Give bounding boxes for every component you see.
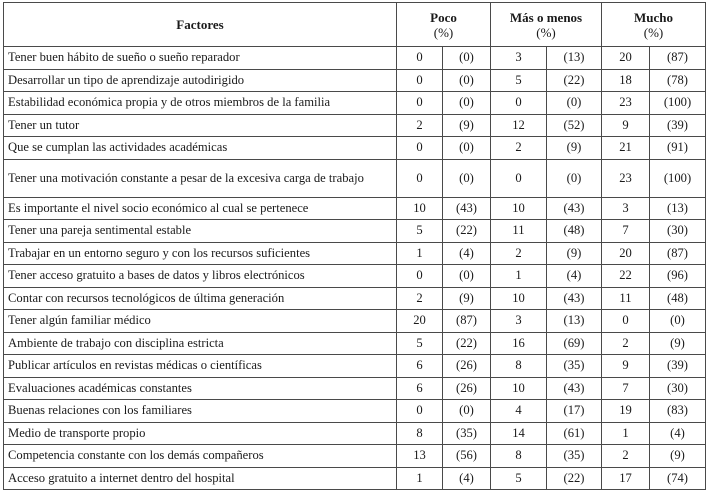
mucho-count-cell: 17 bbox=[602, 467, 650, 490]
mas-o-menos-percent-cell: (52) bbox=[547, 114, 602, 137]
mucho-count-cell: 20 bbox=[602, 242, 650, 265]
factor-cell: Competencia constante con los demás compañeros bbox=[4, 445, 397, 468]
poco-percent-cell: (87) bbox=[443, 310, 491, 333]
mucho-count-cell: 11 bbox=[602, 287, 650, 310]
table-row bbox=[4, 422, 706, 445]
poco-count-cell: 0 bbox=[397, 47, 443, 70]
poco-count-cell: 2 bbox=[397, 287, 443, 310]
header-mas-o-menos bbox=[491, 3, 602, 47]
poco-percent-cell: (0) bbox=[443, 400, 491, 423]
poco-percent-cell: (4) bbox=[443, 467, 491, 490]
poco-percent-cell: (26) bbox=[443, 377, 491, 400]
mas-o-menos-percent-cell: (69) bbox=[547, 332, 602, 355]
mas-o-menos-percent-cell: (48) bbox=[547, 220, 602, 243]
header-poco-pct: (%) bbox=[433, 24, 454, 40]
mas-o-menos-percent-cell: (43) bbox=[547, 287, 602, 310]
mas-o-menos-percent-cell: (61) bbox=[547, 422, 602, 445]
poco-percent-cell: (0) bbox=[443, 69, 491, 92]
mucho-count-cell: 0 bbox=[602, 310, 650, 333]
poco-count-cell: 20 bbox=[397, 310, 443, 333]
factor-cell: Tener un tutor bbox=[4, 114, 397, 137]
mucho-count-cell: 23 bbox=[602, 159, 650, 197]
table-row bbox=[4, 400, 706, 423]
header-poco-label: Poco bbox=[430, 9, 457, 25]
mas-o-menos-count-cell: 10 bbox=[491, 377, 547, 400]
mas-o-menos-count-cell: 8 bbox=[491, 445, 547, 468]
mas-o-menos-percent-cell: (9) bbox=[547, 137, 602, 160]
factor-cell: Acceso gratuito a internet dentro del hospital bbox=[4, 467, 397, 490]
mucho-count-cell: 19 bbox=[602, 400, 650, 423]
table-row bbox=[4, 445, 706, 468]
header-mucho-pct: (%) bbox=[643, 24, 664, 40]
mas-o-menos-percent-cell: (43) bbox=[547, 197, 602, 220]
mucho-count-cell: 2 bbox=[602, 445, 650, 468]
mucho-percent-cell: (48) bbox=[650, 287, 706, 310]
factor-cell: Buenas relaciones con los familiares bbox=[4, 400, 397, 423]
poco-count-cell: 0 bbox=[397, 137, 443, 160]
poco-count-cell: 0 bbox=[397, 69, 443, 92]
poco-count-cell: 0 bbox=[397, 159, 443, 197]
poco-count-cell: 0 bbox=[397, 92, 443, 115]
mas-o-menos-count-cell: 1 bbox=[491, 265, 547, 288]
mucho-percent-cell: (39) bbox=[650, 114, 706, 137]
poco-percent-cell: (0) bbox=[443, 47, 491, 70]
table-row bbox=[4, 355, 706, 378]
header-mucho-label: Mucho bbox=[634, 9, 673, 25]
mucho-count-cell: 2 bbox=[602, 332, 650, 355]
poco-percent-cell: (56) bbox=[443, 445, 491, 468]
factor-cell: Tener algún familiar médico bbox=[4, 310, 397, 333]
mas-o-menos-percent-cell: (17) bbox=[547, 400, 602, 423]
poco-count-cell: 1 bbox=[397, 467, 443, 490]
mucho-percent-cell: (4) bbox=[650, 422, 706, 445]
mas-o-menos-count-cell: 5 bbox=[491, 467, 547, 490]
poco-count-cell: 10 bbox=[397, 197, 443, 220]
poco-count-cell: 1 bbox=[397, 242, 443, 265]
factor-cell: Trabajar en un entorno seguro y con los recursos suficientes bbox=[4, 242, 397, 265]
mucho-percent-cell: (0) bbox=[650, 310, 706, 333]
mas-o-menos-count-cell: 0 bbox=[491, 159, 547, 197]
poco-percent-cell: (9) bbox=[443, 114, 491, 137]
mucho-count-cell: 21 bbox=[602, 137, 650, 160]
mucho-percent-cell: (9) bbox=[650, 332, 706, 355]
table-row bbox=[4, 159, 706, 197]
table-row bbox=[4, 310, 706, 333]
mas-o-menos-percent-cell: (35) bbox=[547, 445, 602, 468]
header-factores: Factores bbox=[4, 3, 397, 47]
mucho-percent-cell: (100) bbox=[650, 159, 706, 197]
mas-o-menos-count-cell: 10 bbox=[491, 287, 547, 310]
header-mucho bbox=[602, 3, 706, 47]
mas-o-menos-count-cell: 2 bbox=[491, 242, 547, 265]
poco-percent-cell: (0) bbox=[443, 92, 491, 115]
mas-o-menos-percent-cell: (0) bbox=[547, 92, 602, 115]
table-body bbox=[4, 47, 706, 490]
mas-o-menos-count-cell: 10 bbox=[491, 197, 547, 220]
mas-o-menos-percent-cell: (43) bbox=[547, 377, 602, 400]
poco-percent-cell: (4) bbox=[443, 242, 491, 265]
mas-o-menos-count-cell: 4 bbox=[491, 400, 547, 423]
mas-o-menos-count-cell: 14 bbox=[491, 422, 547, 445]
mucho-count-cell: 18 bbox=[602, 69, 650, 92]
factors-table bbox=[3, 2, 706, 490]
mucho-count-cell: 3 bbox=[602, 197, 650, 220]
table-row bbox=[4, 137, 706, 160]
header-mas-o-menos-pct: (%) bbox=[536, 24, 556, 40]
poco-percent-cell: (0) bbox=[443, 159, 491, 197]
mucho-count-cell: 1 bbox=[602, 422, 650, 445]
mucho-percent-cell: (91) bbox=[650, 137, 706, 160]
mucho-percent-cell: (87) bbox=[650, 242, 706, 265]
mas-o-menos-count-cell: 0 bbox=[491, 92, 547, 115]
poco-percent-cell: (43) bbox=[443, 197, 491, 220]
poco-percent-cell: (26) bbox=[443, 355, 491, 378]
mas-o-menos-count-cell: 8 bbox=[491, 355, 547, 378]
table-row bbox=[4, 332, 706, 355]
mucho-count-cell: 9 bbox=[602, 355, 650, 378]
table-row bbox=[4, 265, 706, 288]
factor-cell: Tener acceso gratuito a bases de datos y libros electrónicos bbox=[4, 265, 397, 288]
poco-percent-cell: (22) bbox=[443, 332, 491, 355]
mas-o-menos-count-cell: 5 bbox=[491, 69, 547, 92]
table-row bbox=[4, 377, 706, 400]
table-row bbox=[4, 197, 706, 220]
mucho-percent-cell: (87) bbox=[650, 47, 706, 70]
mas-o-menos-count-cell: 3 bbox=[491, 310, 547, 333]
mucho-percent-cell: (100) bbox=[650, 92, 706, 115]
factor-cell: Publicar artículos en revistas médicas o científicas bbox=[4, 355, 397, 378]
table-row bbox=[4, 47, 706, 70]
factor-cell: Evaluaciones académicas constantes bbox=[4, 377, 397, 400]
mas-o-menos-percent-cell: (4) bbox=[547, 265, 602, 288]
mas-o-menos-percent-cell: (22) bbox=[547, 467, 602, 490]
header-row bbox=[4, 3, 706, 47]
mucho-percent-cell: (9) bbox=[650, 445, 706, 468]
factor-cell: Tener una pareja sentimental estable bbox=[4, 220, 397, 243]
mas-o-menos-percent-cell: (0) bbox=[547, 159, 602, 197]
poco-percent-cell: (0) bbox=[443, 137, 491, 160]
factor-cell: Que se cumplan las actividades académicas bbox=[4, 137, 397, 160]
poco-count-cell: 0 bbox=[397, 400, 443, 423]
poco-count-cell: 2 bbox=[397, 114, 443, 137]
poco-count-cell: 0 bbox=[397, 265, 443, 288]
mucho-count-cell: 7 bbox=[602, 377, 650, 400]
table-row bbox=[4, 467, 706, 490]
poco-percent-cell: (22) bbox=[443, 220, 491, 243]
mucho-count-cell: 7 bbox=[602, 220, 650, 243]
table-row bbox=[4, 69, 706, 92]
mucho-count-cell: 20 bbox=[602, 47, 650, 70]
table-row bbox=[4, 114, 706, 137]
mas-o-menos-count-cell: 16 bbox=[491, 332, 547, 355]
header-poco bbox=[397, 3, 491, 47]
mas-o-menos-percent-cell: (35) bbox=[547, 355, 602, 378]
mas-o-menos-percent-cell: (13) bbox=[547, 47, 602, 70]
mas-o-menos-percent-cell: (13) bbox=[547, 310, 602, 333]
mas-o-menos-percent-cell: (9) bbox=[547, 242, 602, 265]
factor-cell: Estabilidad económica propia y de otros miembros de la familia bbox=[4, 92, 397, 115]
poco-percent-cell: (0) bbox=[443, 265, 491, 288]
mucho-percent-cell: (78) bbox=[650, 69, 706, 92]
mucho-percent-cell: (39) bbox=[650, 355, 706, 378]
factor-cell: Tener una motivación constante a pesar de la excesiva carga de trabajo bbox=[4, 159, 397, 197]
poco-count-cell: 5 bbox=[397, 332, 443, 355]
poco-count-cell: 5 bbox=[397, 220, 443, 243]
mas-o-menos-percent-cell: (22) bbox=[547, 69, 602, 92]
mucho-count-cell: 23 bbox=[602, 92, 650, 115]
poco-count-cell: 6 bbox=[397, 355, 443, 378]
table-row bbox=[4, 92, 706, 115]
table-row bbox=[4, 220, 706, 243]
factor-cell: Contar con recursos tecnológicos de última generación bbox=[4, 287, 397, 310]
poco-percent-cell: (35) bbox=[443, 422, 491, 445]
factor-cell: Es importante el nivel socio económico al cual se pertenece bbox=[4, 197, 397, 220]
poco-percent-cell: (9) bbox=[443, 287, 491, 310]
factor-cell: Medio de transporte propio bbox=[4, 422, 397, 445]
header-mas-o-menos-label: Más o menos bbox=[509, 9, 583, 25]
mucho-percent-cell: (83) bbox=[650, 400, 706, 423]
factor-cell: Desarrollar un tipo de aprendizaje autodirigido bbox=[4, 69, 397, 92]
mas-o-menos-count-cell: 12 bbox=[491, 114, 547, 137]
mucho-count-cell: 9 bbox=[602, 114, 650, 137]
mucho-percent-cell: (13) bbox=[650, 197, 706, 220]
poco-count-cell: 8 bbox=[397, 422, 443, 445]
mucho-percent-cell: (74) bbox=[650, 467, 706, 490]
mucho-count-cell: 22 bbox=[602, 265, 650, 288]
table-row bbox=[4, 242, 706, 265]
mas-o-menos-count-cell: 3 bbox=[491, 47, 547, 70]
mas-o-menos-count-cell: 2 bbox=[491, 137, 547, 160]
mucho-percent-cell: (30) bbox=[650, 377, 706, 400]
poco-count-cell: 6 bbox=[397, 377, 443, 400]
mucho-percent-cell: (30) bbox=[650, 220, 706, 243]
poco-count-cell: 13 bbox=[397, 445, 443, 468]
table-row bbox=[4, 287, 706, 310]
factor-cell: Ambiente de trabajo con disciplina estricta bbox=[4, 332, 397, 355]
mucho-percent-cell: (96) bbox=[650, 265, 706, 288]
mas-o-menos-count-cell: 11 bbox=[491, 220, 547, 243]
factor-cell: Tener buen hábito de sueño o sueño reparador bbox=[4, 47, 397, 70]
